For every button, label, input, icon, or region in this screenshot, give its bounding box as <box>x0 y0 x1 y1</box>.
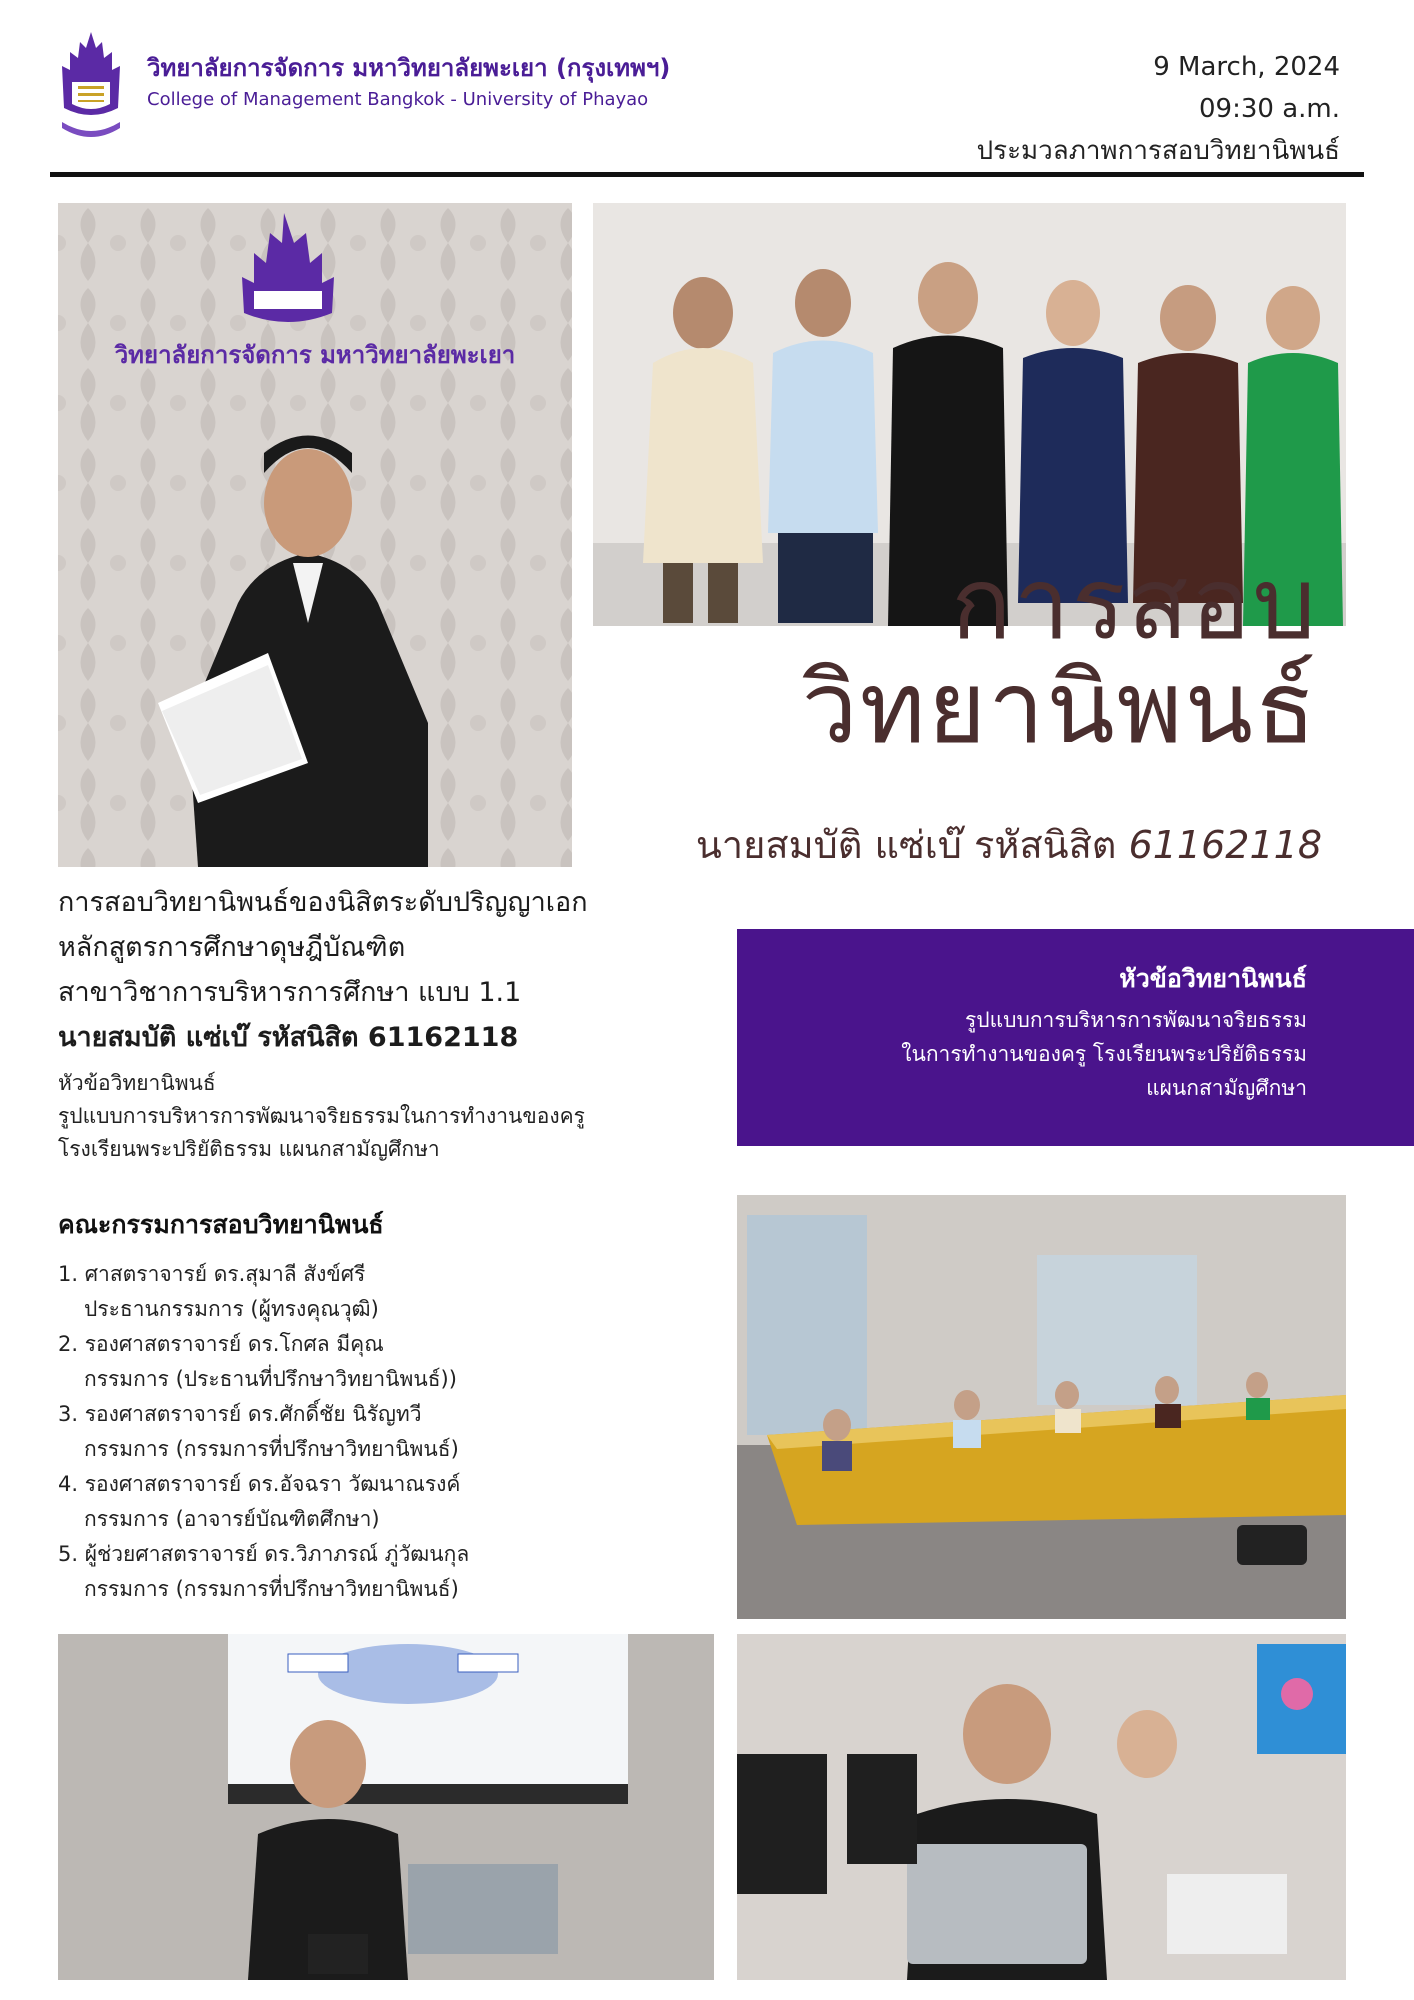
header-meta <box>977 46 1340 172</box>
intro-line-4: นายสมบัติ แซ่เบ๊ รหัสนิสิต 61162118 <box>58 1022 519 1053</box>
committee-member <box>58 1257 469 1327</box>
thesis-topic-label: หัวข้อวิทยานิพนธ์ <box>58 1071 216 1095</box>
committee-member <box>58 1537 469 1607</box>
college-logo <box>58 30 124 148</box>
committee-member <box>58 1327 469 1397</box>
intro-line-2: หลักสูตรการศึกษาดุษฎีบัณฑิต <box>58 932 406 963</box>
committee-member <box>58 1467 469 1537</box>
member-role: ประธานกรรมการ (ผู้ทรงคุณวุฒิ) <box>84 1297 379 1321</box>
student-name: นายสมบัติ แซ่เบ๊ รหัสนิสิต <box>695 823 1129 867</box>
photo-meeting-room <box>737 1195 1346 1619</box>
photo-student-laptop <box>737 1634 1346 1980</box>
banner-college-name: วิทยาลัยการจัดการ มหาวิทยาลัยพะเยา <box>114 341 516 369</box>
committee-member <box>58 1397 469 1467</box>
member-role: กรรมการ (ประธานที่ปรึกษาวิทยานิพนธ์)) <box>84 1367 457 1391</box>
topic-box-line-3: แผนกสามัญศึกษา <box>1146 1076 1307 1100</box>
header-divider <box>50 172 1364 177</box>
event-date: 9 March, 2024 <box>1153 52 1340 82</box>
exam-title <box>801 545 1319 766</box>
thesis-topic-box <box>737 929 1414 1146</box>
photo-student-presenting <box>58 1634 714 1980</box>
student-id: 61162118 <box>1128 823 1322 867</box>
topic-box-line-1: รูปแบบการบริหารการพัฒนาจริยธรรม <box>965 1008 1307 1032</box>
photo-student-portrait <box>58 203 572 867</box>
member-name: 4. รองศาสตราจารย์ ดร.อัจฉรา วัฒนาณรงค์ <box>58 1472 461 1496</box>
org-name-thai: วิทยาลัยการจัดการ มหาวิทยาลัยพะเยา (กรุงเทพฯ) <box>147 54 671 82</box>
intro-line-1: การสอบวิทยานิพนธ์ของนิสิตระดับปริญญาเอก <box>58 887 588 918</box>
topic-box-line-2: ในการทำงานของครู โรงเรียนพระปริยัติธรรม <box>901 1042 1307 1066</box>
thesis-topic-text <box>58 1067 585 1166</box>
committee-heading: คณะกรรมการสอบวิทยานิพนธ์ <box>58 1210 384 1239</box>
member-name: 2. รองศาสตราจารย์ ดร.โกศล มีคุณ <box>58 1332 384 1356</box>
section-title: ประมวลภาพการสอบวิทยานิพนธ์ <box>976 136 1340 166</box>
committee-list <box>58 1257 469 1607</box>
intro-line-3: สาขาวิชาการบริหารการศึกษา แบบ 1.1 <box>58 977 522 1008</box>
member-role: กรรมการ (กรรมการที่ปรึกษาวิทยานิพนธ์) <box>84 1577 459 1601</box>
member-name: 3. รองศาสตราจารย์ ดร.ศักดิ์ชัย นิรัญทวี <box>58 1402 422 1426</box>
exam-title-line-2: วิทยานิพนธ์ <box>801 649 1318 766</box>
member-name: 1. ศาสตราจารย์ ดร.สุมาลี สังข์ศรี <box>58 1262 366 1286</box>
member-role: กรรมการ (อาจารย์บัณฑิตศึกษา) <box>84 1507 380 1531</box>
event-time: 09:30 a.m. <box>1199 94 1340 124</box>
member-name: 5. ผู้ช่วยศาสตราจารย์ ดร.วิภาภรณ์ ภู่วัฒนกุล <box>58 1542 470 1566</box>
thesis-topic-line-2: โรงเรียนพระปริยัติธรรม แผนกสามัญศึกษา <box>58 1137 440 1161</box>
student-name-id <box>696 814 1322 875</box>
exam-title-line-1: การสอบ <box>951 545 1318 662</box>
exam-intro <box>58 880 588 1060</box>
member-role: กรรมการ (กรรมการที่ปรึกษาวิทยานิพนธ์) <box>84 1437 459 1461</box>
org-name-english: College of Management Bangkok - University of Phayao <box>147 89 649 110</box>
thesis-topic-line-1: รูปแบบการบริหารการพัฒนาจริยธรรมในการทำงานของครู <box>58 1104 585 1128</box>
topic-box-title: หัวข้อวิทยานิพนธ์ <box>1119 964 1307 993</box>
topic-box-body <box>901 1003 1307 1105</box>
